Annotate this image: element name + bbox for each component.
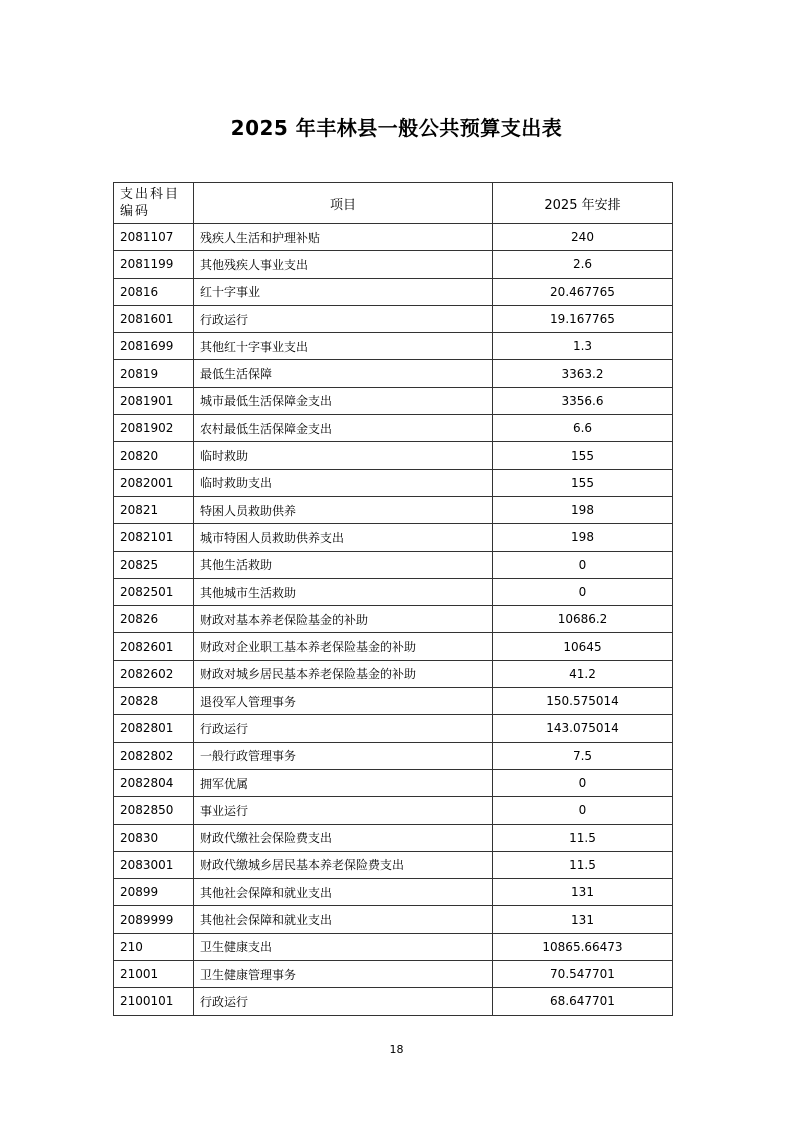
table-body bbox=[114, 224, 673, 1016]
table-row bbox=[114, 224, 673, 251]
table-row bbox=[114, 851, 673, 878]
code-cell: 20828 bbox=[114, 688, 194, 715]
code-cell: 2082001 bbox=[114, 469, 194, 496]
item-cell: 行政运行 bbox=[194, 305, 493, 332]
amount-cell: 20.467765 bbox=[493, 278, 673, 305]
item-cell: 事业运行 bbox=[194, 797, 493, 824]
table-row bbox=[114, 660, 673, 687]
amount-cell: 0 bbox=[493, 578, 673, 605]
amount-cell: 7.5 bbox=[493, 742, 673, 769]
amount-cell: 6.6 bbox=[493, 415, 673, 442]
code-cell: 2081901 bbox=[114, 387, 194, 414]
code-cell: 2081902 bbox=[114, 415, 194, 442]
item-cell: 最低生活保障 bbox=[194, 360, 493, 387]
item-cell: 红十字事业 bbox=[194, 278, 493, 305]
item-cell: 拥军优属 bbox=[194, 769, 493, 796]
table-row bbox=[114, 606, 673, 633]
amount-cell: 2.6 bbox=[493, 251, 673, 278]
code-cell: 20825 bbox=[114, 551, 194, 578]
item-cell: 行政运行 bbox=[194, 715, 493, 742]
amount-cell: 41.2 bbox=[493, 660, 673, 687]
code-cell: 2082802 bbox=[114, 742, 194, 769]
code-cell: 20816 bbox=[114, 278, 194, 305]
amount-cell: 1.3 bbox=[493, 333, 673, 360]
amount-cell: 10686.2 bbox=[493, 606, 673, 633]
table-row bbox=[114, 906, 673, 933]
amount-cell: 3356.6 bbox=[493, 387, 673, 414]
amount-cell: 150.575014 bbox=[493, 688, 673, 715]
table-row bbox=[114, 933, 673, 960]
code-cell: 20826 bbox=[114, 606, 194, 633]
amount-cell: 0 bbox=[493, 797, 673, 824]
item-cell: 残疾人生活和护理补贴 bbox=[194, 224, 493, 251]
amount-cell: 11.5 bbox=[493, 824, 673, 851]
column-header-item: 项目 bbox=[194, 183, 493, 224]
item-cell: 其他城市生活救助 bbox=[194, 578, 493, 605]
column-header-code: 支出科目编码 bbox=[114, 183, 194, 224]
item-cell: 其他社会保障和就业支出 bbox=[194, 906, 493, 933]
item-cell: 财政代缴城乡居民基本养老保险费支出 bbox=[194, 851, 493, 878]
amount-cell: 143.075014 bbox=[493, 715, 673, 742]
code-cell: 2082601 bbox=[114, 633, 194, 660]
table-row bbox=[114, 496, 673, 523]
table-row bbox=[114, 688, 673, 715]
table-row bbox=[114, 360, 673, 387]
code-cell: 2082804 bbox=[114, 769, 194, 796]
amount-cell: 131 bbox=[493, 879, 673, 906]
item-cell: 财政对企业职工基本养老保险基金的补助 bbox=[194, 633, 493, 660]
code-cell: 210 bbox=[114, 933, 194, 960]
page-title: 2025 年丰林县一般公共预算支出表 bbox=[230, 116, 563, 140]
code-cell: 2089999 bbox=[114, 906, 194, 933]
item-cell: 退役军人管理事务 bbox=[194, 688, 493, 715]
code-cell: 2081699 bbox=[114, 333, 194, 360]
item-cell: 临时救助 bbox=[194, 442, 493, 469]
table-row bbox=[114, 469, 673, 496]
code-cell: 21001 bbox=[114, 961, 194, 988]
code-cell: 2083001 bbox=[114, 851, 194, 878]
column-header-amount: 2025 年安排 bbox=[493, 183, 673, 224]
item-cell: 卫生健康管理事务 bbox=[194, 961, 493, 988]
table-row bbox=[114, 305, 673, 332]
code-cell: 20830 bbox=[114, 824, 194, 851]
item-cell: 临时救助支出 bbox=[194, 469, 493, 496]
code-cell: 2081107 bbox=[114, 224, 194, 251]
amount-cell: 19.167765 bbox=[493, 305, 673, 332]
code-cell: 2081199 bbox=[114, 251, 194, 278]
table-row bbox=[114, 524, 673, 551]
item-cell: 财政代缴社会保险费支出 bbox=[194, 824, 493, 851]
amount-cell: 0 bbox=[493, 551, 673, 578]
table-row bbox=[114, 387, 673, 414]
code-cell: 2081601 bbox=[114, 305, 194, 332]
item-cell: 城市特困人员救助供养支出 bbox=[194, 524, 493, 551]
item-cell: 财政对基本养老保险基金的补助 bbox=[194, 606, 493, 633]
table-row bbox=[114, 278, 673, 305]
amount-cell: 155 bbox=[493, 469, 673, 496]
table-row bbox=[114, 879, 673, 906]
amount-cell: 240 bbox=[493, 224, 673, 251]
item-cell: 其他红十字事业支出 bbox=[194, 333, 493, 360]
table-row bbox=[114, 333, 673, 360]
budget-expenditure-table bbox=[113, 182, 673, 1016]
page-number: 18 bbox=[389, 1043, 404, 1056]
amount-cell: 155 bbox=[493, 442, 673, 469]
code-cell: 2082101 bbox=[114, 524, 194, 551]
table-row bbox=[114, 715, 673, 742]
table-row bbox=[114, 551, 673, 578]
amount-cell: 10645 bbox=[493, 633, 673, 660]
code-cell: 20819 bbox=[114, 360, 194, 387]
amount-cell: 0 bbox=[493, 769, 673, 796]
item-cell: 其他生活救助 bbox=[194, 551, 493, 578]
code-cell: 20821 bbox=[114, 496, 194, 523]
amount-cell: 198 bbox=[493, 524, 673, 551]
item-cell: 农村最低生活保障金支出 bbox=[194, 415, 493, 442]
table-row bbox=[114, 961, 673, 988]
amount-cell: 11.5 bbox=[493, 851, 673, 878]
code-cell: 2082602 bbox=[114, 660, 194, 687]
item-cell: 特困人员救助供养 bbox=[194, 496, 493, 523]
table-row bbox=[114, 988, 673, 1015]
code-cell: 2082850 bbox=[114, 797, 194, 824]
table-row bbox=[114, 633, 673, 660]
amount-cell: 10865.66473 bbox=[493, 933, 673, 960]
table-header-row bbox=[114, 183, 673, 224]
table-row bbox=[114, 578, 673, 605]
amount-cell: 198 bbox=[493, 496, 673, 523]
code-cell: 20820 bbox=[114, 442, 194, 469]
item-cell: 一般行政管理事务 bbox=[194, 742, 493, 769]
item-cell: 财政对城乡居民基本养老保险基金的补助 bbox=[194, 660, 493, 687]
item-cell: 其他残疾人事业支出 bbox=[194, 251, 493, 278]
table-row bbox=[114, 769, 673, 796]
amount-cell: 3363.2 bbox=[493, 360, 673, 387]
amount-cell: 131 bbox=[493, 906, 673, 933]
code-cell: 2100101 bbox=[114, 988, 194, 1015]
item-cell: 行政运行 bbox=[194, 988, 493, 1015]
code-cell: 20899 bbox=[114, 879, 194, 906]
table-row bbox=[114, 251, 673, 278]
item-cell: 卫生健康支出 bbox=[194, 933, 493, 960]
table-row bbox=[114, 442, 673, 469]
table-row bbox=[114, 797, 673, 824]
table-row bbox=[114, 824, 673, 851]
table-row bbox=[114, 742, 673, 769]
amount-cell: 68.647701 bbox=[493, 988, 673, 1015]
code-cell: 2082501 bbox=[114, 578, 194, 605]
amount-cell: 70.547701 bbox=[493, 961, 673, 988]
code-cell: 2082801 bbox=[114, 715, 194, 742]
item-cell: 其他社会保障和就业支出 bbox=[194, 879, 493, 906]
item-cell: 城市最低生活保障金支出 bbox=[194, 387, 493, 414]
table-row bbox=[114, 415, 673, 442]
